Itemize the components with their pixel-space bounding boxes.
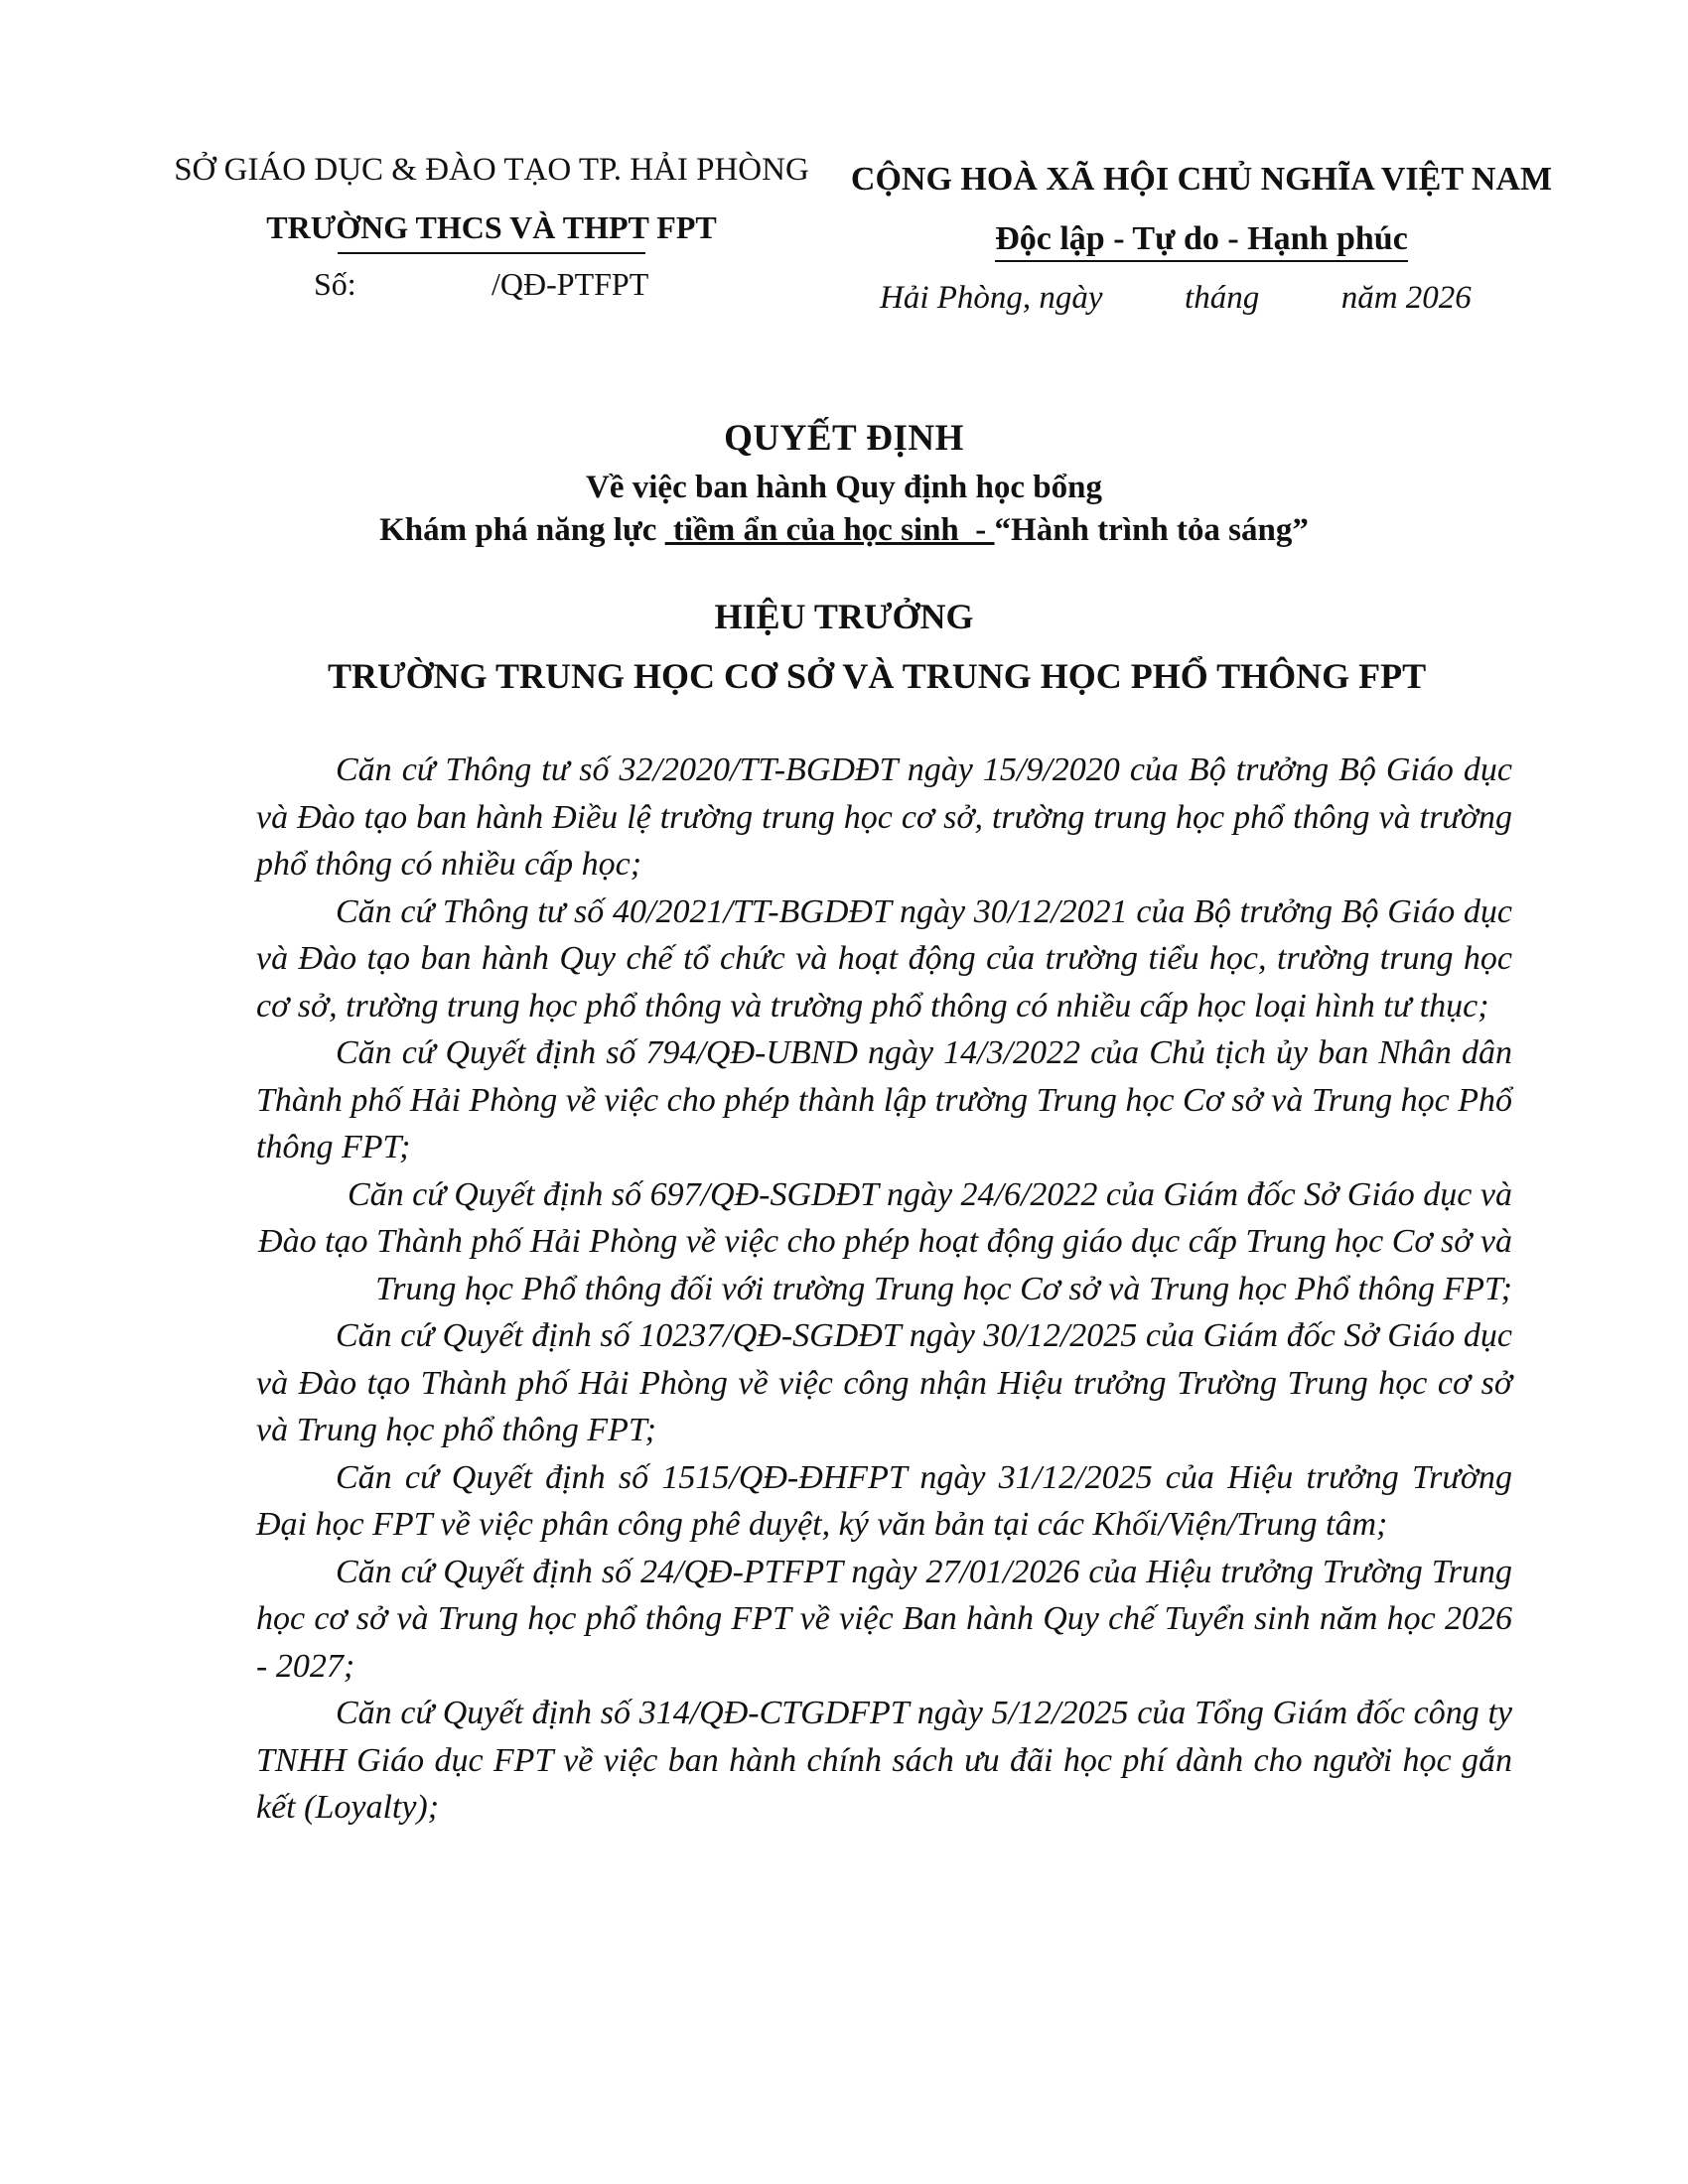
clause-3: Căn cứ Quyết định số 794/QĐ-UBND ngày 14/3/2022 của Chủ tịch ủy ban Nhân dân Thành phố Hải Phòng về việc cho phép thành lập trường Trung học Cơ sở và Trung học Phổ thông FPT; [256,1034,1512,1165]
issuer-title: HIỆU TRƯỞNG [714,597,974,636]
subject-line-2 [0,512,1688,549]
clause-5: Căn cứ Quyết định số 10237/QĐ-SGDĐT ngày 30/12/2025 của Giám đốc Sở Giáo dục và Đào tạo Thành phố Hải Phòng về việc công nhận Hiệu trưởng Trường Trung học cơ sở và Trung học phổ thông FPT; [256,1317,1512,1448]
document-type: QUYẾT ĐỊNH [724,418,964,459]
national-motto: Độc lập - Tự do - Hạnh phúc [995,220,1408,262]
issuing-authority-block [149,149,834,308]
legal-basis-clauses [256,747,1512,1832]
issuer-organization: TRƯỜNG TRUNG HỌC CƠ SỞ VÀ TRUNG HỌC PHỔ THÔNG FPT [328,656,1427,696]
document-number-label: Số: [314,265,356,302]
school-name-rule [338,252,645,254]
clause-8: Căn cứ Quyết định số 314/QĐ-CTGDFPT ngày 5/12/2025 của Tổng Giám đốc công ty TNHH Giáo dục FPT về việc ban hành chính sách ưu đãi học phí dành cho người học gắn kết (Loyalty); [256,1695,1512,1826]
document-number [149,264,834,308]
clause-7: Căn cứ Quyết định số 24/QĐ-PTFPT ngày 27/01/2026 của Hiệu trưởng Trường Trung học cơ sở và Trung học phổ thông FPT về việc Ban hành Quy chế Tuyển sinh năm học 2026 - 2027; [256,1553,1512,1685]
subject-line-2-suffix: “Hành trình tỏa sáng” [994,512,1309,548]
document-title-block [0,417,1688,549]
national-heading-block [844,161,1559,317]
clause-4: Căn cứ Quyết định số 697/QĐ-SGDĐT ngày 24/6/2022 của Giám đốc Sở Giáo dục và Đào tạo Thành phố Hải Phòng về việc cho phép hoạt động giáo dục cấp Trung học Cơ sở và Trung học Phổ thông đối với trường Trung học Cơ sở và Trung học Phổ thông FPT; [258,1175,1512,1307]
document-number-code: /QĐ-PTFPT [492,265,649,302]
clause-6: Căn cứ Quyết định số 1515/QĐ-ĐHFPT ngày 31/12/2025 của Hiệu trưởng Trường Đại học FPT về việc phân công phê duyệt, ký văn bản tại các Khối/Viện/Trung tâm; [256,1458,1512,1543]
school-name: TRƯỜNG THCS VÀ THPT FPT [266,208,717,245]
national-title: CỘNG HOÀ XÃ HỘI CHỦ NGHĨA VIỆT NAM [850,161,1553,198]
agency-name: SỞ GIÁO DỤC & ĐÀO TẠO TP. HẢI PHÒNG [174,152,809,188]
subject-line-2-prefix: Khám phá năng lực [379,512,665,548]
place-date: Hải Phòng, ngày tháng năm 2026 [880,280,1472,316]
subject-line-2-underlined: tiềm ẩn của học sinh - [664,512,995,548]
subject-line-1: Về việc ban hành Quy định học bổng [586,470,1102,505]
clause-1: Căn cứ Thông tư số 32/2020/TT-BGDĐT ngày 15/9/2020 của Bộ trưởng Bộ Giáo dục và Đào tạo ban hành Điều lệ trường trung học cơ sở, trường trung học phổ thông và trường phổ thông có nhiều cấp học; [256,751,1512,883]
clause-2: Căn cứ Thông tư số 40/2021/TT-BGDĐT ngày 30/12/2021 của Bộ trưởng Bộ Giáo dục và Đào tạo ban hành Quy chế tổ chức và hoạt động của trường tiểu học, trường trung học cơ sở, trường trung học phổ thông và trường phổ thông có nhiều cấp học loại hình tư thục; [256,892,1512,1024]
